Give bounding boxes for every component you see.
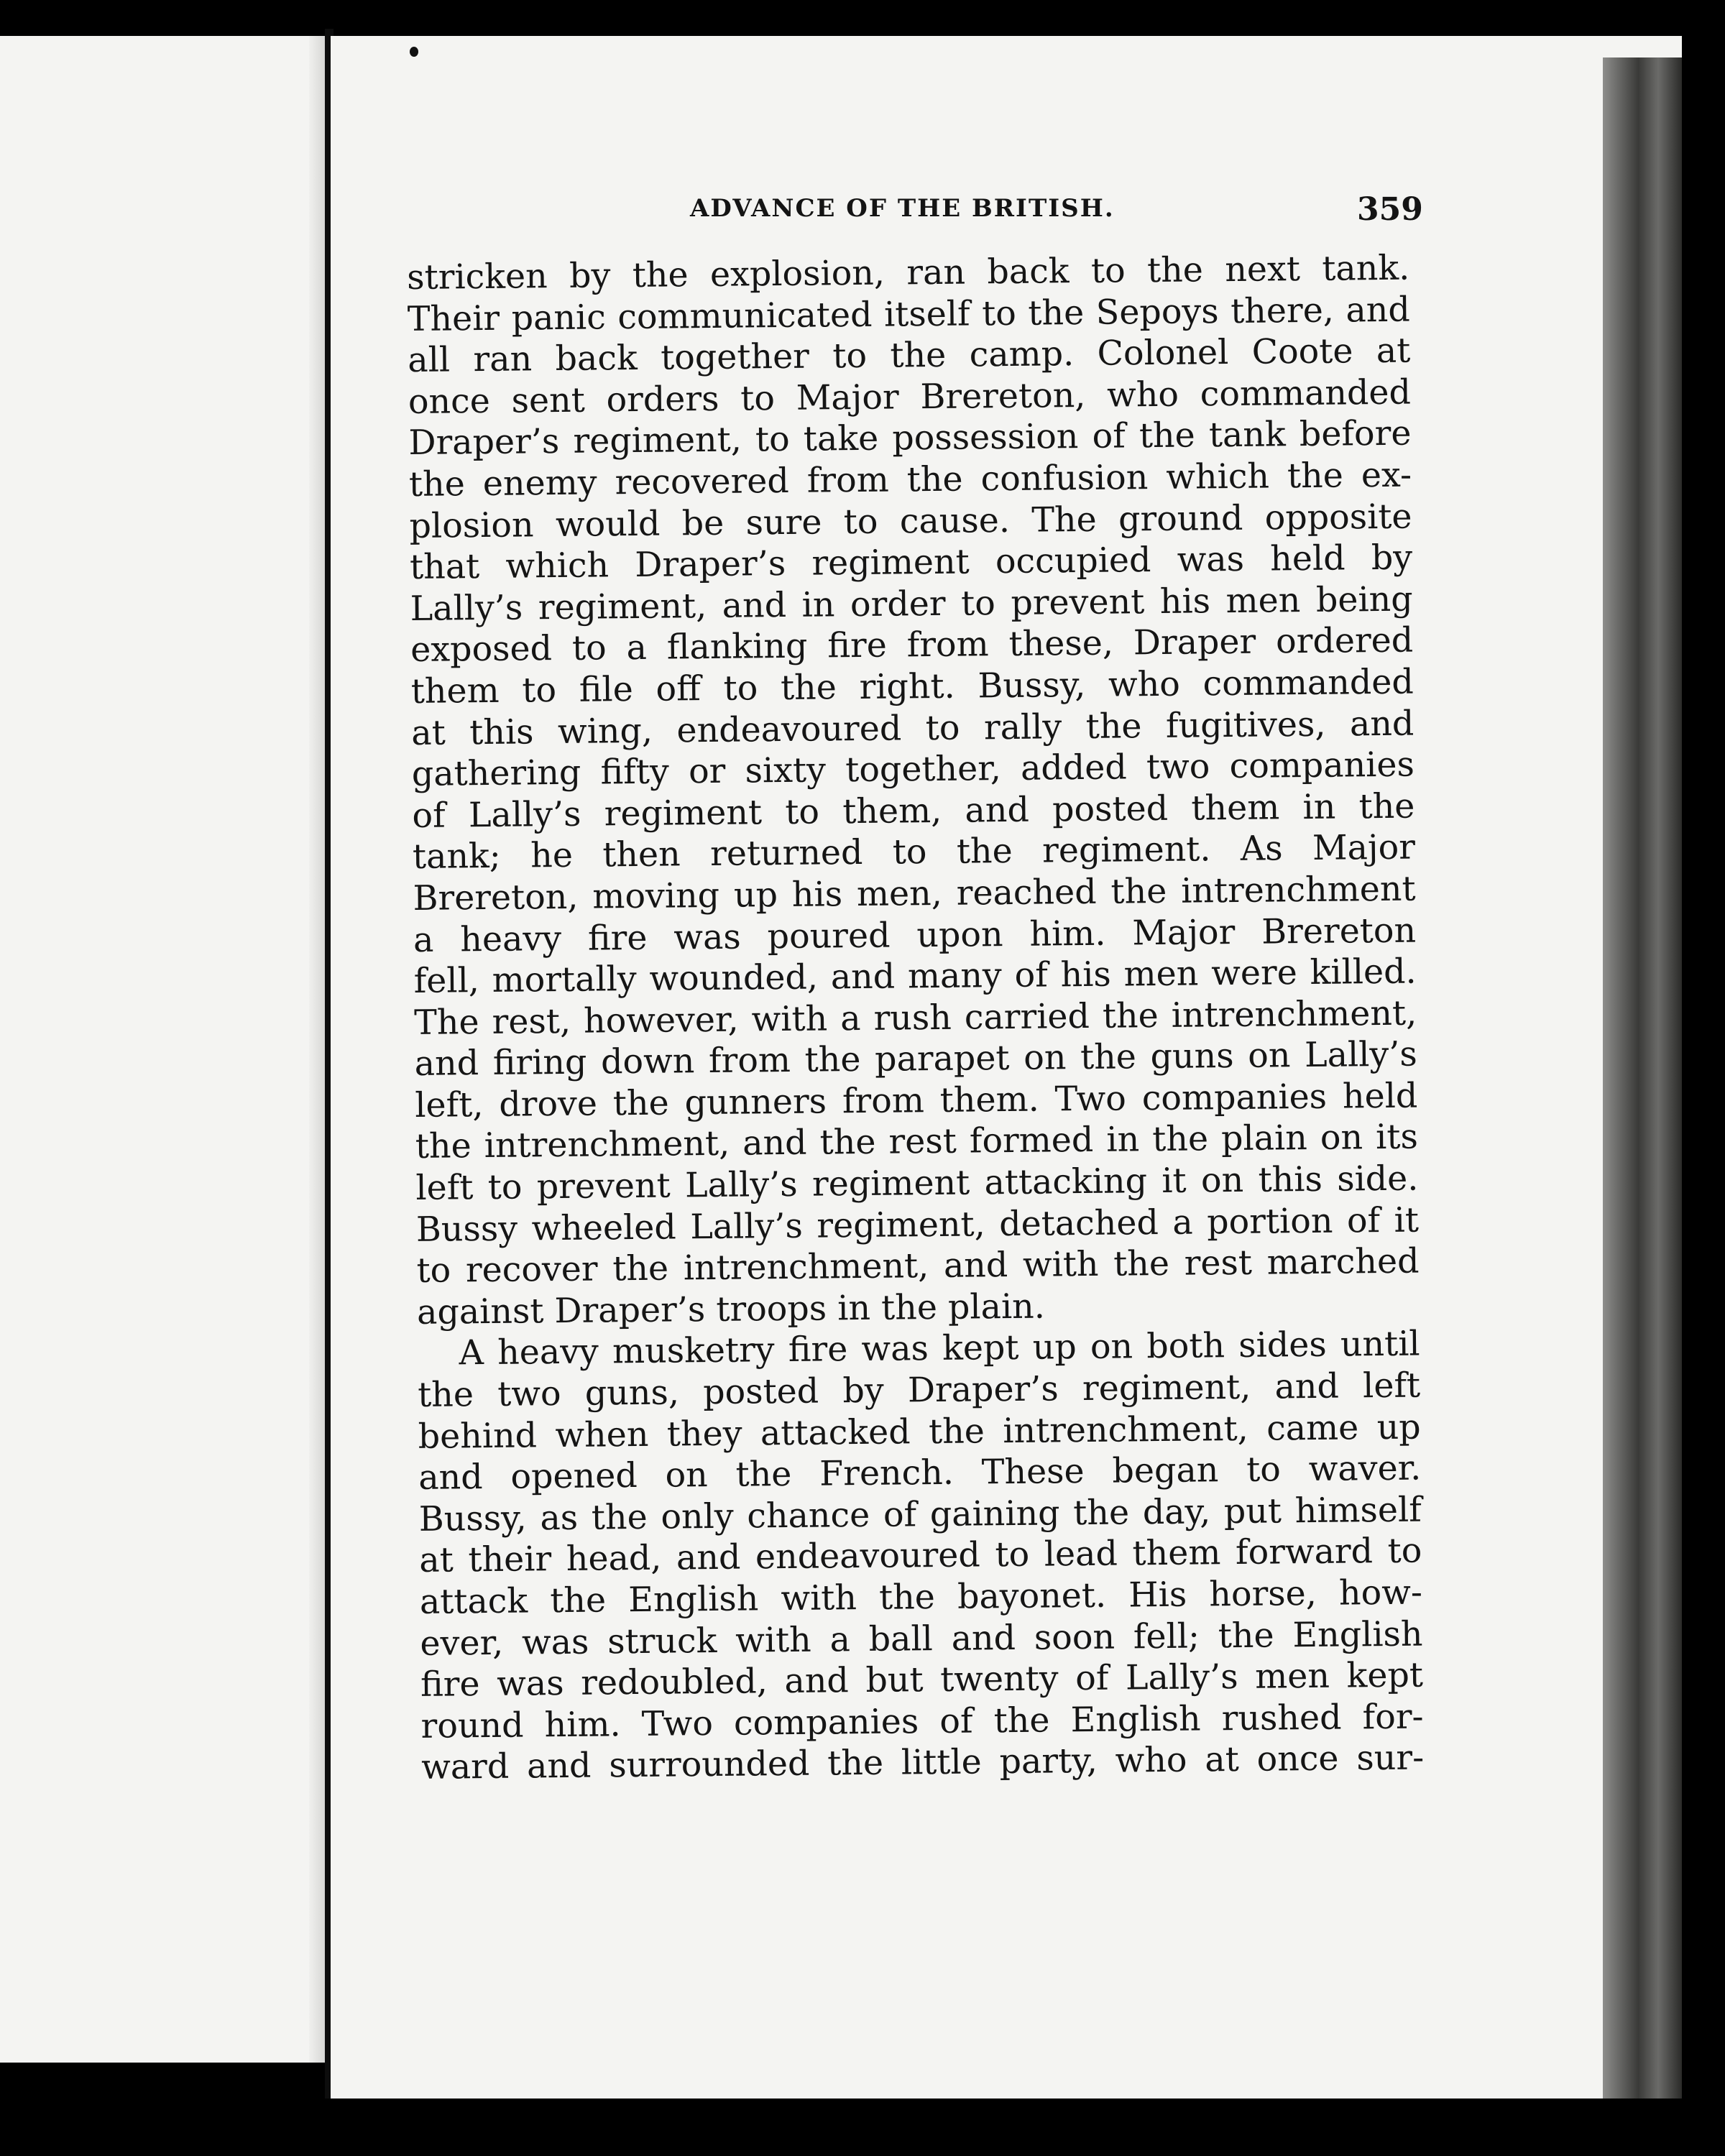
text-line: Bussy wheeled Lally’s regiment, detached a portion of it — [415, 1200, 1420, 1250]
text-line: fire was redoubled, and but twenty of Lally’s men kept — [420, 1655, 1424, 1705]
running-head: ADVANCE OF THE BRITISH. — [690, 194, 1115, 223]
text-line: stricken by the explosion, ran back to the next tank. — [407, 248, 1410, 298]
text-line: ever, was struck with a ball and soon fell; the English — [420, 1614, 1423, 1664]
text-line: ward and surrounded the little party, who at once sur- — [420, 1738, 1425, 1788]
text-line: Draper’s regiment, to take possession of the tank before — [408, 413, 1412, 464]
text-line: tank; he then returned to the regiment. As Major — [412, 827, 1416, 877]
text-line: fell, mortally wounded, and many of his men were killed. — [413, 952, 1417, 1002]
text-line: gathering fifty or sixty together, added two companies — [411, 745, 1415, 795]
text-line: against Draper’s troops in the plain. — [416, 1286, 1046, 1332]
text-line: plosion would be sure to cause. The ground opposite — [409, 497, 1412, 546]
text-line: at this wing, endeavoured to rally the fugitives, and — [411, 704, 1414, 753]
text-line: round him. Two companies of the English rushed for- — [420, 1697, 1424, 1746]
text-line: the enemy recovered from the confusion which the ex- — [408, 455, 1412, 505]
text-line: and opened on the French. These began to waver. — [418, 1448, 1422, 1498]
text-line: at their head, and endeavoured to lead them forward to — [419, 1531, 1422, 1581]
text-line: the intrenchment, and the rest formed in the plain on its — [415, 1118, 1419, 1167]
text-line: the two guns, posted by Draper’s regiment, and left — [417, 1365, 1421, 1415]
paragraph-first-line: A heavy musketry fire was kept up on both sides until — [459, 1324, 1420, 1373]
text-line: them to file off to the right. Bussy, who commanded — [410, 662, 1414, 711]
page-edge-stack — [1603, 57, 1682, 2099]
text-line: Their panic communicated itself to the Sepoys there, and — [407, 290, 1411, 339]
text-line: of Lally’s regiment to them, and posted them in the — [412, 786, 1415, 836]
text-line: all ran back together to the camp. Colonel Coote at — [408, 331, 1411, 381]
left-page — [0, 36, 331, 2063]
text-line: exposed to a flanking fire from these, Draper ordered — [410, 620, 1414, 671]
text-line: a heavy fire was poured upon him. Major Brereton — [413, 911, 1417, 960]
text-line: attack the English with the bayonet. His horse, how- — [419, 1572, 1423, 1622]
text-line: to recover the intrenchment, and with the rest marched — [416, 1241, 1420, 1291]
text-line: and firing down from the parapet on the guns on Lally’s — [414, 1034, 1417, 1084]
page-number: 359 — [1357, 191, 1423, 228]
text-line: that which Draper’s regiment occupied was held by — [409, 538, 1413, 588]
text-line: left to prevent Lally’s regiment attacking it on this side. — [415, 1158, 1419, 1209]
text-line: left, drove the gunners from them. Two companies held — [415, 1076, 1418, 1125]
text-line: The rest, however, with a rush carried the intrenchment, — [413, 993, 1417, 1043]
text-line: Lally’s regiment, and in order to prevent his men being — [410, 579, 1413, 629]
body-text — [407, 248, 1424, 1789]
text-line: once sent orders to Major Brereton, who commanded — [408, 372, 1412, 422]
ink-speck — [410, 47, 418, 57]
text-line: Bussy, as the only chance of gaining the day, put himself — [418, 1490, 1422, 1539]
text-line: Brereton, moving up his men, reached the intrenchment — [413, 869, 1416, 918]
text-line: behind when they attacked the intrenchment, came up — [418, 1407, 1421, 1457]
